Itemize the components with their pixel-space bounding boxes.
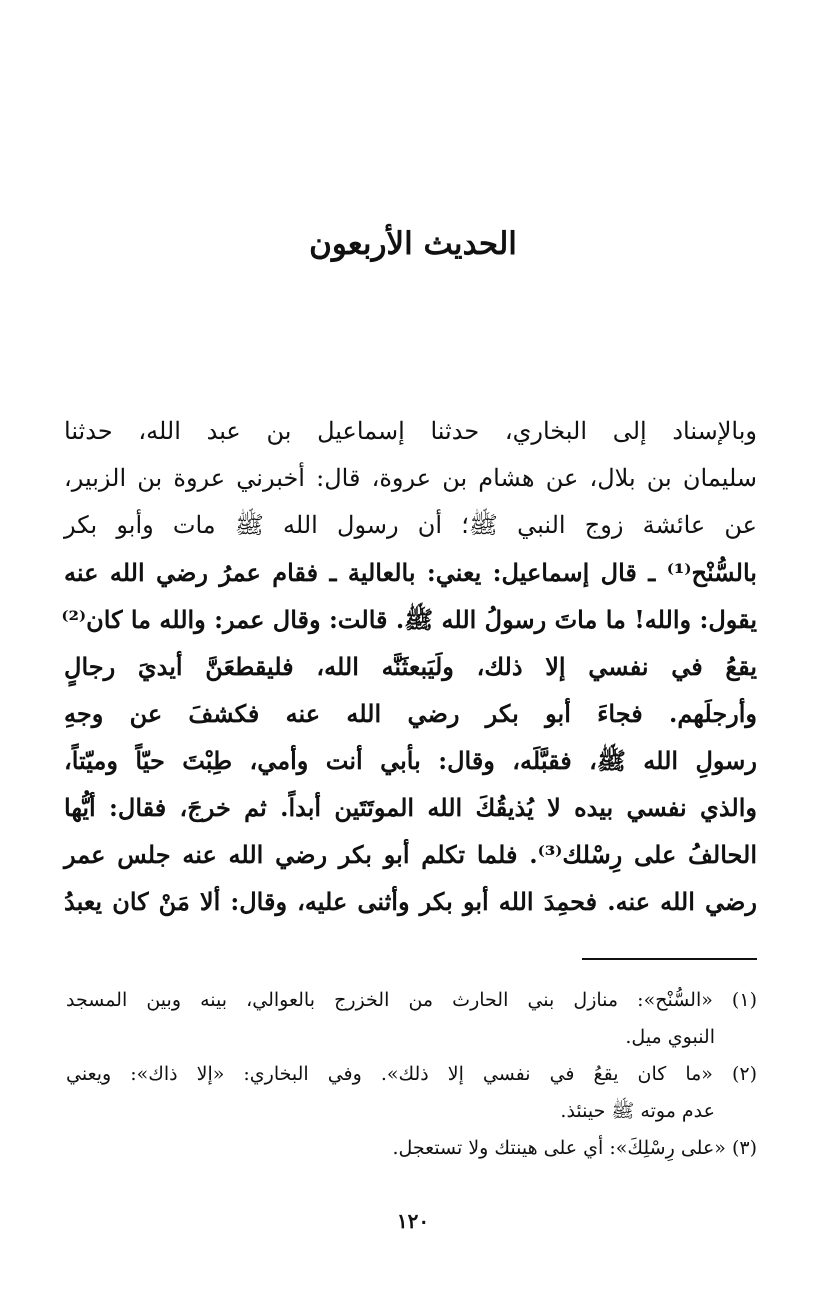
footnote-line: (٣) «على رِسْلِكَ»: أي على هينتك ولا تستعجل. bbox=[392, 1137, 757, 1159]
body-line: يقول: والله! ما ماتَ رسولُ الله ﷺ. قالت: وقال عمر: والله ما كان⁽²⁾ bbox=[61, 605, 757, 634]
body-line: يقعُ في نفسي إلا ذلك، ولَيَبعثَنَّه الله، فليقطعَنَّ أيديَ رجالٍ bbox=[64, 652, 757, 681]
footnotes bbox=[66, 982, 757, 1167]
body-line: سليمان بن بلال، عن هشام بن عروة، قال: أخبرني عروة بن الزبير، bbox=[64, 464, 757, 492]
page-number: ١٢٠ bbox=[396, 1209, 430, 1233]
body-line: رضي الله عنه. فحمِدَ الله أبو بكر وأثنى عليه، وقال: ألا مَنْ كان يعبدُ bbox=[64, 887, 757, 916]
body-line: وبالإسناد إلى البخاري، حدثنا إسماعيل بن عبد الله، حدثنا bbox=[64, 417, 757, 445]
body-line: رسولِ الله ﷺ، فقبَّلَه، وقال: بأبي أنت وأمي، طِبْتَ حيّاً وميّتاً، bbox=[64, 746, 757, 775]
footnote-line: النبوي ميل. bbox=[625, 1026, 715, 1048]
body-line: الحالفُ على رِسْلك⁽³⁾. فلما تكلم أبو بكر رضي الله عنه جلس عمر bbox=[64, 840, 757, 869]
body-line: وأرجلَهم. فجاءَ أبو بكر رضي الله عنه فكشفَ عن وجهِ bbox=[64, 699, 757, 728]
hadith-title: الحديث الأربعون bbox=[309, 226, 517, 262]
footnote-line: (٢) «ما كان يقعُ في نفسي إلا ذلك». وفي البخاري: «إلا ذاك»: ويعني bbox=[66, 1063, 757, 1085]
body-line: والذي نفسي بيده لا يُذيقُكَ الله الموتَتَين أبداً. ثم خرجَ، فقال: أيُّها bbox=[64, 793, 757, 822]
hadith-body bbox=[61, 408, 757, 925]
footnote-line: (١) «السُّنْح»: منازل بني الحارث من الخزرج بالعوالي، بينه وبين المسجد bbox=[66, 989, 757, 1011]
body-line: عن عائشة زوج النبي ﷺ؛ أن رسول الله ﷺ مات وأبو بكر bbox=[64, 511, 757, 539]
footnote-line: عدم موته ﷺ حينئذ. bbox=[560, 1100, 715, 1122]
footnote-divider bbox=[582, 958, 757, 960]
body-line: بالسُّنْح⁽¹⁾ ـ قال إسماعيل: يعني: بالعالية ـ فقام عمرُ رضي الله عنه bbox=[64, 558, 757, 587]
